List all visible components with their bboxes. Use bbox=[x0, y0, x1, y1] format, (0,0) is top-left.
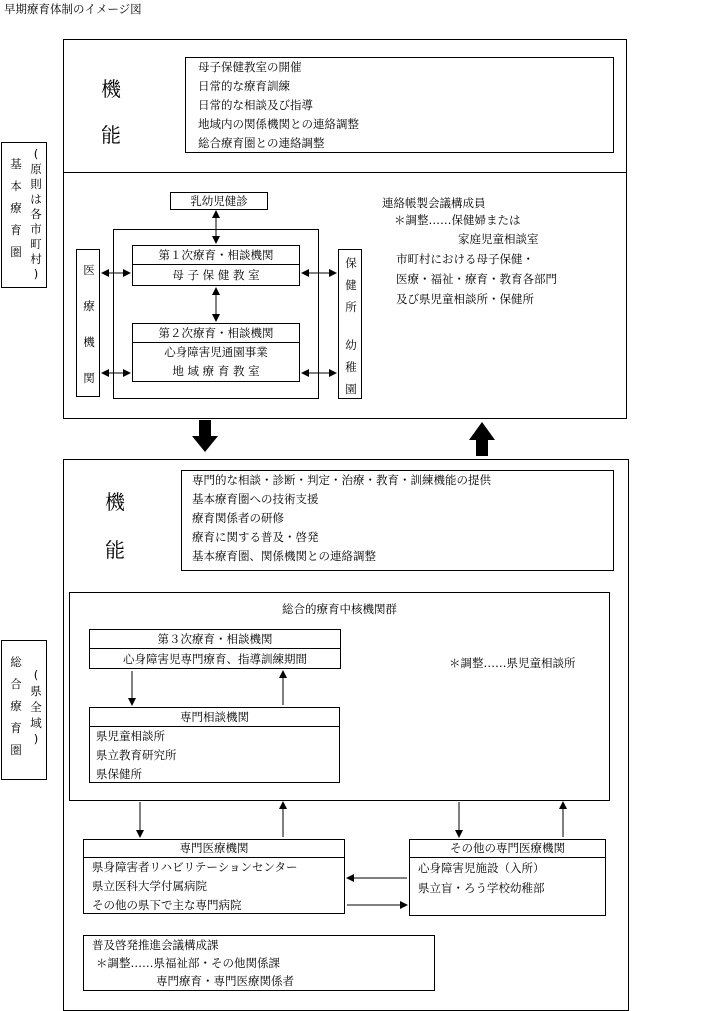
medical-specialist-header: 専門医療機関 bbox=[84, 840, 344, 858]
vertical-char: 健 bbox=[345, 278, 357, 292]
vertical-char: 各 bbox=[30, 207, 42, 221]
page-title: 早期療育体制のイメージ図 bbox=[4, 2, 142, 16]
council-item: 市町村における母子保健・ bbox=[396, 252, 534, 266]
function-item: 日常的な療育訓練 bbox=[198, 79, 290, 93]
function-item: 基本療育圏、関係機関との連絡調整 bbox=[192, 549, 376, 563]
vertical-char: 県 bbox=[30, 684, 42, 698]
function-label-char: 機 bbox=[101, 77, 121, 101]
consultation-item: 県立教育研究所 bbox=[96, 748, 177, 762]
council-item: 及び県児童相談所・保健所 bbox=[396, 292, 534, 306]
consultation-header: 専門相談機関 bbox=[90, 708, 339, 727]
vertical-char: 総 bbox=[10, 655, 22, 669]
core-group-title: 総合的療育中核機関群 bbox=[282, 602, 397, 616]
function-item: 基本療育圏への技術支援 bbox=[192, 492, 319, 506]
council-item: 医療・福祉・療育・教育各部門 bbox=[396, 272, 557, 286]
other-medical-item: 心身障害児施設（入所） bbox=[418, 861, 545, 875]
function-item: 総合療育圏との連絡調整 bbox=[198, 136, 325, 150]
big-arrow-down bbox=[192, 420, 218, 452]
function-item: 地域内の関係機関との連絡調整 bbox=[198, 117, 359, 131]
medical-specialist-item: その他の県下で主な専門病院 bbox=[92, 898, 242, 912]
vertical-char: 本 bbox=[10, 179, 22, 193]
council-item: 家庭児童相談室 bbox=[458, 232, 539, 246]
promotion-item: 普及啓発推進会議構成課 bbox=[92, 938, 219, 952]
vertical-char: ( bbox=[33, 668, 39, 682]
vertical-char: 所 bbox=[345, 300, 357, 314]
third-tier-item: 心身障害児専門療育、指導訓練期間 bbox=[123, 652, 307, 666]
promotion-item: 専門療育・専門医療関係者 bbox=[156, 974, 294, 988]
vertical-char: 基 bbox=[10, 157, 22, 171]
vertical-char: 関 bbox=[83, 371, 95, 385]
vertical-char: 村 bbox=[30, 252, 42, 266]
function-label-char: 機 bbox=[105, 490, 125, 514]
other-medical-item: 県立盲・ろう学校幼稚部 bbox=[418, 881, 545, 895]
infant-checkup-box: 乳幼児健診 bbox=[170, 192, 268, 210]
vertical-char: 保 bbox=[345, 256, 357, 270]
vertical-char: ( bbox=[33, 147, 39, 161]
function-item: 日常的な相談及び指導 bbox=[198, 98, 313, 112]
vertical-char: は bbox=[30, 192, 42, 206]
vertical-char: 則 bbox=[30, 177, 42, 191]
vertical-char: ) bbox=[33, 732, 39, 746]
council-item: ＊調整……保健婦または bbox=[394, 213, 521, 227]
vertical-char: 育 bbox=[10, 721, 22, 735]
medical-specialist-item: 県立医科大学付属病院 bbox=[92, 879, 207, 893]
vertical-char: 療 bbox=[83, 299, 95, 313]
vertical-char: 幼 bbox=[345, 338, 357, 352]
council-item: 連絡帳製会議構成員 bbox=[382, 196, 486, 210]
other-medical-header: その他の専門医療機関 bbox=[410, 840, 605, 858]
function-label-char: 能 bbox=[105, 538, 125, 562]
vertical-char: 療 bbox=[10, 201, 22, 215]
second-tier-header: 第２次療育・相談機関 bbox=[133, 324, 299, 343]
first-tier-item: 母 子 保 健 教 室 bbox=[172, 268, 260, 282]
vertical-char: 市 bbox=[30, 222, 42, 236]
vertical-char: 機 bbox=[83, 335, 95, 349]
second-tier-item: 地 域 療 育 教 室 bbox=[172, 364, 260, 378]
big-arrow-up bbox=[469, 422, 495, 456]
function-item: 療育に関する普及・啓発 bbox=[192, 530, 319, 544]
promotion-item: ＊調整……県福祉部・その他関係課 bbox=[96, 956, 280, 970]
vertical-char: 域 bbox=[30, 716, 42, 730]
vertical-char: 全 bbox=[30, 700, 42, 714]
vertical-char: ) bbox=[33, 267, 39, 281]
vertical-char: 圏 bbox=[10, 245, 22, 259]
vertical-char: 育 bbox=[10, 223, 22, 237]
second-tier-item: 心身障害児通園事業 bbox=[164, 345, 268, 359]
vertical-char: 園 bbox=[345, 382, 357, 396]
first-tier-header: 第１次療育・相談機関 bbox=[133, 246, 299, 265]
medical-specialist-item: 県身障害者リハビリテーションセンター bbox=[92, 860, 298, 874]
vertical-char: 圏 bbox=[10, 743, 22, 757]
vertical-char: 稚 bbox=[345, 360, 357, 374]
vertical-char: 原 bbox=[30, 162, 42, 176]
function-item: 母子保健教室の開催 bbox=[198, 60, 302, 74]
third-tier-header: 第３次療育・相談機関 bbox=[90, 630, 340, 649]
vertical-char: 合 bbox=[10, 677, 22, 691]
function-item: 専門的な相談・診断・判定・治療・教育・訓練機能の提供 bbox=[192, 473, 491, 487]
vertical-char: 医 bbox=[83, 263, 95, 277]
vertical-char: 療 bbox=[10, 699, 22, 713]
vertical-char: 町 bbox=[30, 237, 42, 251]
core-coordination-note: ＊調整……県児童相談所 bbox=[449, 656, 576, 670]
consultation-item: 県保健所 bbox=[96, 767, 142, 781]
function-item: 療育関係者の研修 bbox=[192, 511, 284, 525]
consultation-item: 県児童相談所 bbox=[96, 729, 165, 743]
function-label-char: 能 bbox=[101, 123, 121, 147]
